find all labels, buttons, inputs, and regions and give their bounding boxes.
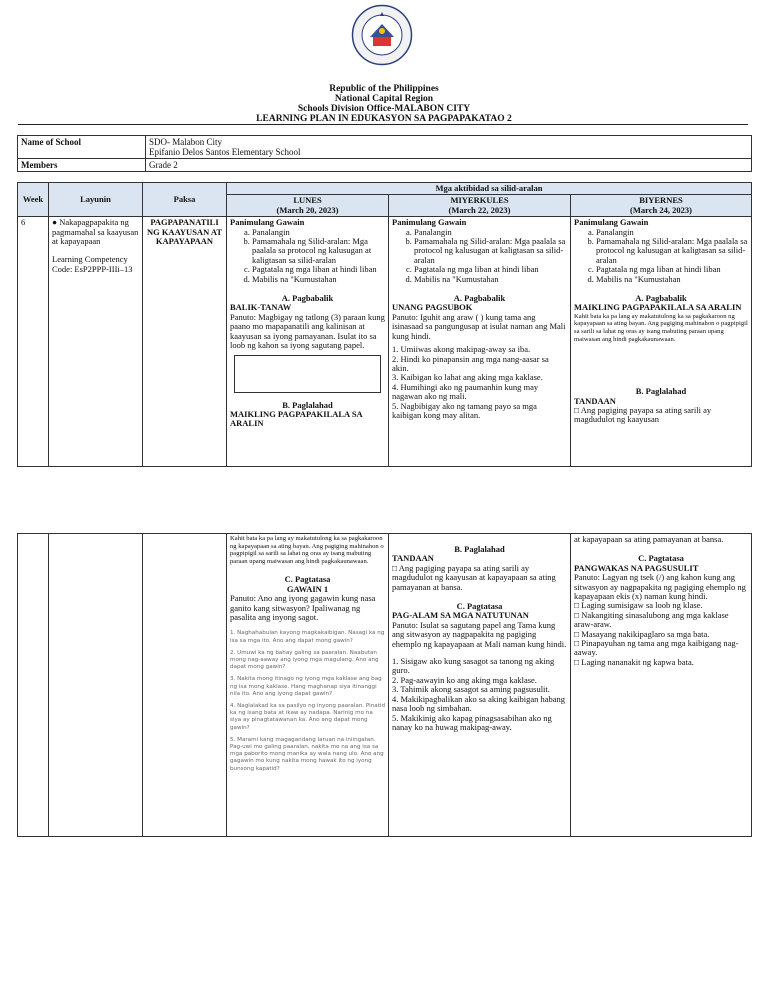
balik-tanaw-text: Panuto: Magbigay ng tatlong (3) paraan kung paano mo mapapanatili ang kalinisan at kaayusan sa iyong pamayanan. Isulat ito sa loob ng kahon sa iyong sagutang papel. [230, 311, 385, 351]
list-item: □ Laging nananakit ng kapwa bata. [574, 656, 694, 667]
list-item: d. Mabilis na "Kumustahan [596, 275, 748, 284]
gawain-title: GAWAIN 1 [286, 583, 329, 594]
competency-code: Learning Competency Code: EsP2PPP-IIIi–13 [52, 254, 133, 274]
list-item: □ Masayang nakikipaglaro sa mga bata. [574, 628, 710, 639]
paglalahad-heading: B. Paglalahad [282, 399, 333, 410]
friday-cell-continued [571, 534, 752, 837]
school-value [146, 136, 752, 159]
tandaan-text: □ Ang pagiging payapa sa ating sarili ay magdudulot ng kaayusan at kapayapaan sa ating pamayanan at bansa. [392, 562, 556, 592]
pagbabalik-heading: A. Pagbabalik [453, 293, 506, 304]
panimulang-heading: Panimulang Gawain [230, 217, 305, 228]
list-item: 4. Makikipagbalikan ako sa aking kaibigan habang nasa loob ng simbahan. [392, 693, 566, 714]
list-item: a. Panalangin [596, 228, 748, 237]
wednesday-date: (March 22, 2023) [448, 204, 511, 215]
aralin-title: MAIKLING PAGPAPAKILALA SA ARALIN [574, 302, 742, 313]
list-item: 1. Umiiwas akong makipag-away sa iba. [392, 344, 531, 355]
tandaan-title: TANDAAN [392, 553, 434, 564]
monday-label: LUNES [293, 195, 322, 206]
paksa-header: Paksa [143, 183, 227, 217]
paglalahad-heading: B. Paglalahad [454, 544, 505, 554]
scenario-list [230, 630, 385, 772]
checklist [574, 601, 748, 667]
school-label: Name of School [18, 136, 146, 159]
monday-date: (March 20, 2023) [276, 204, 339, 215]
monday-header [227, 195, 389, 217]
members-value: Grade 2 [146, 159, 752, 172]
friday-header [571, 195, 752, 217]
monday-cell-continued [227, 534, 389, 837]
learning-plan-table-continued [17, 533, 752, 837]
tandaan-text: □ Ang pagiging payapa sa ating sarili ay magdudulot ng kaayusan [574, 405, 712, 425]
friday-cell [571, 217, 752, 467]
list-item: b. Pamamahala ng Silid-aralan: Mga paalala sa protocol ng kalusugan at kaligtasan sa silid-aralan [252, 237, 385, 265]
answer-box [234, 355, 381, 393]
pagbabalik-heading: A. Pagbabalik [281, 293, 334, 304]
unang-pagsubok-text: Panuto: Iguhit ang araw ( ) kung tama ang isinasaad sa pangungusap at isulat naman ang Mali kung hindi. [392, 311, 566, 341]
header-divider [18, 124, 748, 125]
list-item: d. Mabilis na "Kumustahan [252, 275, 385, 284]
list-item: c. Pagtatala ng mga liban at hindi liban [596, 265, 748, 274]
list-item: 3. Kaibigan ko lahat ang aking mga kaklase. [392, 372, 543, 383]
list-item: c. Pagtatala ng mga liban at hindi liban [252, 265, 385, 274]
layunin-cell [49, 217, 143, 467]
region-line: National Capital Region [334, 94, 434, 104]
layunin-cell-empty [49, 534, 143, 837]
natutunan-text: Panuto: Isulat sa sagutang papel ang Tama kung ang sitwasyon ay nagpapakita ng pagiging ehemplo ng kapayapaan at Mali naman kung hindi. [392, 619, 567, 649]
list-item: □ Pinapayuhan ng tama ang mga kaibigang nag-aaway. [574, 638, 739, 658]
list-item: b. Pamamahala ng Silid-aralan: Mga paalala sa protocol ng kalusugan at kaligtasan sa silid-aralan [414, 237, 567, 265]
pagtatasa-heading: C. Pagtatasa [456, 601, 503, 612]
wednesday-cell [389, 217, 571, 467]
pagtatasa-heading: C. Pagtatasa [638, 553, 684, 564]
list-item: 3. Nakita mong itinago ng iyong mga kaklase ang bag ng isa mong kaklase. Hang maghanap siya itinanggi nila ito. Ano ang iyong dapat gawin? [230, 676, 382, 697]
unang-pagsubok-title: UNANG PAGSUBOK [392, 302, 473, 313]
list-item: a. Panalangin [414, 228, 567, 237]
list-item: 4. Naglalakad ka sa pasilyo ng inyong paaralan. Pinatid ka ng isang bata at ikaw ay nadapa. Narinig mo na siya ay pinagtatawanan ka. Ano ang dapat mong gawin? [230, 703, 385, 731]
republic-line: Republic of the Philippines [329, 84, 439, 94]
list-item: a. Panalangin [252, 228, 385, 237]
natutunan-title: PAG-ALAM SA MGA NATUTUNAN [392, 610, 529, 621]
panimulang-heading: Panimulang Gawain [574, 217, 649, 228]
week-cell-empty [18, 534, 49, 837]
layunin-text: ● Nakapagpapakita ng pagmamahal sa kaayusan at kapayapaan [52, 217, 139, 247]
school-info-table [17, 135, 752, 172]
aralin-text: Kahit bata ka pa lang ay makatutulong ka sa pagkakaroon ng kapayapaan sa ating bayan. Ang pagiging mahinahon o pagpipigil sa sarili sa lahat ng oras ay isang mabuting paraan upang maiwasan ang hindi pagkakaunawaan. [574, 312, 748, 343]
list-item: 5. Marami kang magagandang laruan na iniingatan. Pag-uwi mo galing paaralan, nakita mo na ang isa sa mga paborito mong manika ay wala nang ulo. Ano ang gagawin mo kung nakita mong hawak ito ng iyong bunsong kapatid? [230, 736, 384, 772]
plan-title: LEARNING PLAN IN EDUKASYON SA PAGPAPAKATAO 2 [256, 114, 512, 124]
layunin-header: Layunin [49, 183, 143, 217]
panimulang-heading: Panimulang Gawain [392, 217, 467, 228]
aralin-title: MAIKLING PAGPAPAKILALA SA ARALIN [230, 408, 363, 429]
list-item: d. Mabilis na "Kumustahan [414, 275, 567, 284]
learning-plan-table [17, 182, 752, 467]
school-name: Epifanio Delos Santos Elementary School [149, 147, 301, 157]
wednesday-cell-continued [389, 534, 571, 837]
list-item: 1. Sisigaw ako kung sasagot sa tanong ng aking guro. [392, 656, 555, 676]
panimulang-list [230, 228, 385, 284]
school-division: SDO- Malabon City [149, 137, 222, 147]
wednesday-header [389, 195, 571, 217]
deped-seal-icon [351, 4, 413, 66]
aralin-text: Kahit bata ka pa lang ay makatutulong ka sa pagkakaroon ng kapayapaan sa ating bayan. Ang pagiging mahinahon o pagpipigil sa sarili sa lahat ng oras ay isang mabuting paraan upang maiwasan ang hindi pagkakaunawaan. [230, 535, 384, 565]
wednesday-label: MIYERKULES [450, 195, 509, 206]
list-item: 2. Umuwi ka ng bahay galing sa paaralan. Naabutan mong nag-aaway ang iyong mga magulang. Ano ang dapat mong gawin? [230, 649, 379, 671]
friday-date: (March 24, 2023) [630, 204, 692, 215]
pagbabalik-heading: A. Pagbabalik [635, 293, 687, 304]
division-line: Schools Division Office-MALABON CITY [297, 104, 471, 114]
paglalahad-heading: B. Paglalahad [635, 386, 687, 397]
list-item: 2. Pag-aawayin ko ang aking mga kaklase. [392, 674, 537, 685]
friday-label: BIYERNES [639, 195, 683, 206]
pagsusulit-title: PANGWAKAS NA PAGSUSULIT [574, 562, 699, 573]
panimulang-list [392, 228, 567, 284]
balik-tanaw-title: BALIK-TANAW [230, 302, 292, 313]
paksa-cell: PAGPAPANATILI NG KAAYUSAN AT KAPAYAPAAN [143, 217, 227, 467]
panimulang-list [574, 228, 748, 284]
list-item: □ Laging sumisigaw sa loob ng klase. [574, 600, 703, 611]
members-label: Members [18, 159, 146, 172]
list-item: □ Nakangiting sinasalubong ang mga kaklase araw-araw. [574, 609, 729, 630]
list-item: c. Pagtatala ng mga liban at hindi liban [414, 265, 567, 274]
tandaan-title: TANDAAN [574, 395, 616, 406]
week-number: 6 [18, 217, 49, 467]
activities-header: Mga aktibidad sa silid-aralan [227, 183, 752, 195]
quiz-list [392, 345, 567, 420]
list-item: 5. Nagbibigay ako ng tamang payo sa mga kaibigan kong may alitan. [392, 400, 537, 420]
list-item: 5. Makikinig ako kapag pinagsasabihan ako ng nanay ko na huwag makipag-away. [392, 712, 552, 732]
list-item: 1. Naghahabulan kayong magkakaibigan. Nasagi ka ng isa sa mga ito. Ano ang dapat mong gawin? [230, 630, 385, 644]
list-item: 3. Tahimik akong sasagot sa aming pagsusulit. [392, 684, 550, 695]
tandaan-text-continued: at kapayapaan sa ating pamayanan at bansa. [574, 534, 724, 544]
pagsusulit-text: Panuto: Lagyan ng tsek (/) ang kahon kung ang sitwasyon ay nagpapakita ng pagiging ehemplo ng kapayapaan ekis (x) naman kung hindi. [574, 572, 746, 602]
paksa-cell-empty [143, 534, 227, 837]
assessment-list [392, 657, 567, 732]
week-header: Week [18, 183, 49, 217]
list-item: b. Pamamahala ng Silid-aralan: Mga paalala sa protocol ng kalusugan at kaligtasan sa silid-aralan [596, 237, 748, 265]
list-item: 2. Hindi ko pinapansin ang mga nang-aasar sa akin. [392, 353, 549, 373]
gawain-text: Panuto: Ano ang iyong gagawin kung nasa ganito kang sitwasyon? Ipaliwanag ng pasalita ang inyong sagot. [230, 593, 376, 622]
monday-cell [227, 217, 389, 467]
list-item: 4. Humihingi ako ng paumanhin kung may nagawan ako ng mali. [392, 381, 539, 402]
pagtatasa-heading: C. Pagtatasa [284, 574, 331, 585]
